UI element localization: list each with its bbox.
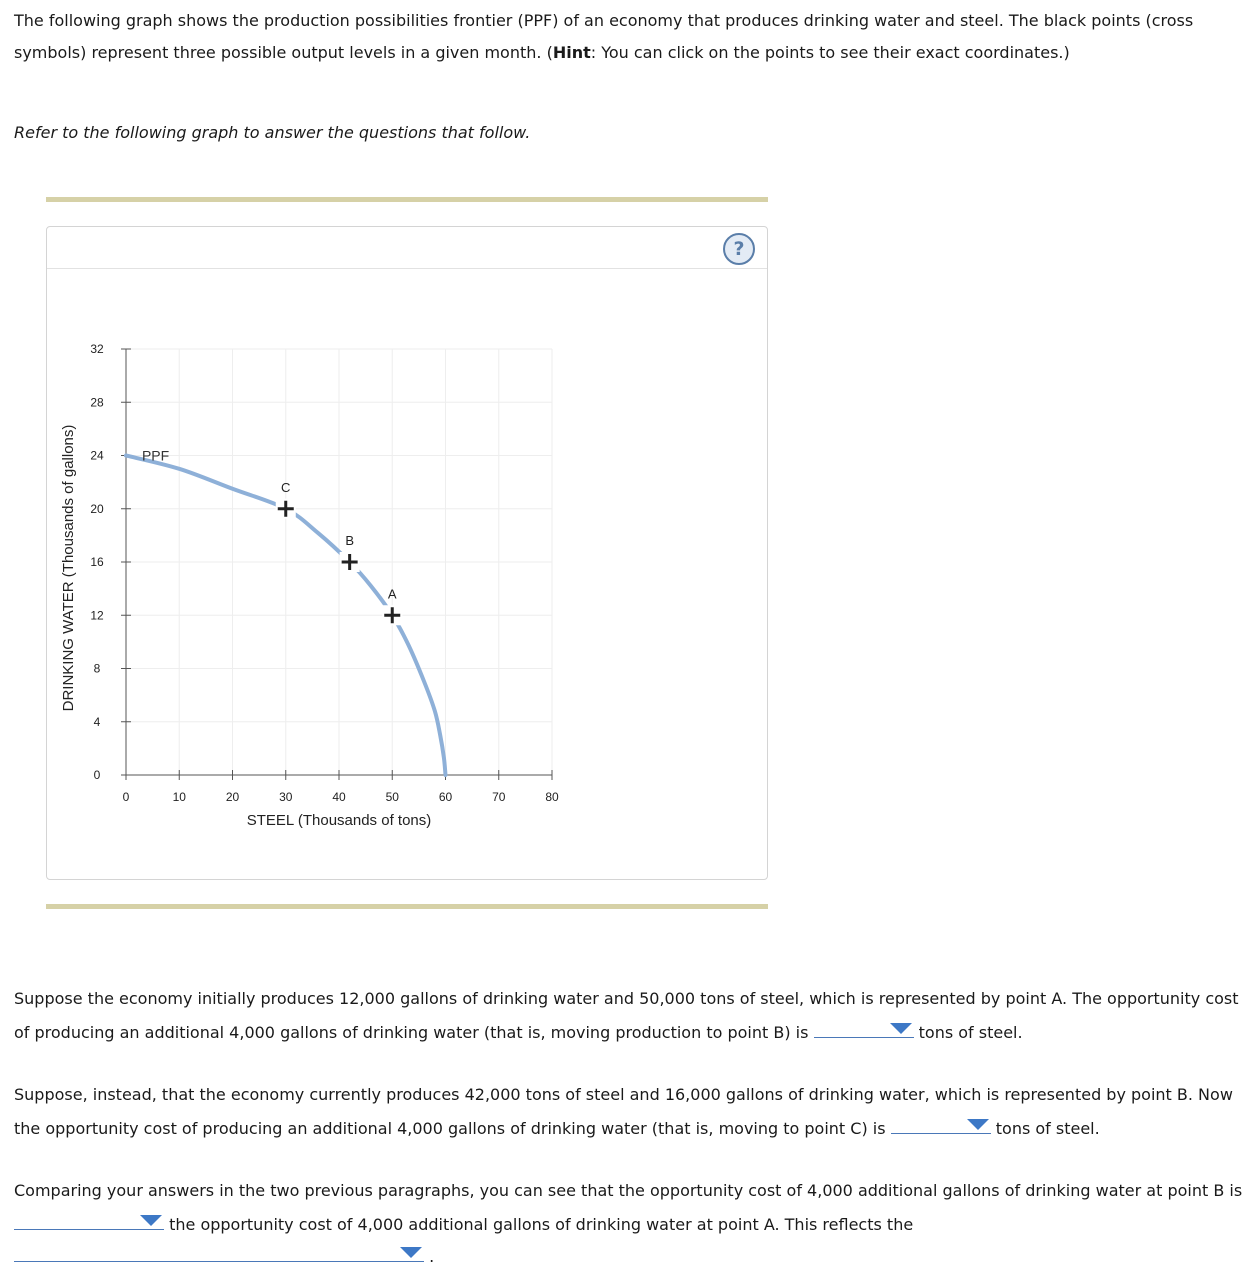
chevron-down-icon xyxy=(967,1119,989,1130)
point-c-label: C xyxy=(281,479,291,495)
chevron-down-icon xyxy=(890,1023,912,1034)
q2-answer-dropdown[interactable] xyxy=(891,1111,991,1134)
intro-part1: The following graph shows the production possibilities frontier (PPF) of an economy that produces drinking water and steel. The black points (cross symbols) represent three possible output levels in a given month. ( xyxy=(14,11,1194,62)
ppf-label: PPF xyxy=(141,447,170,464)
question-2 xyxy=(14,1079,1239,1145)
y-tick-label: 16 xyxy=(90,555,104,569)
x-tick-label: 10 xyxy=(172,790,186,804)
q1-after: tons of steel. xyxy=(918,1023,1023,1042)
q2-text: Suppose, instead, that the economy currently produces 42,000 tons of steel and 16,000 gallons of drinking water, which is represented by point B. Now the opportunity cost of producing an additional 4,000 gallons of drinking water (that is, moving to point C) is xyxy=(14,1085,1233,1138)
x-tick-label: 30 xyxy=(279,790,293,804)
x-tick-label: 70 xyxy=(492,790,506,804)
intro-text xyxy=(14,5,1214,69)
chevron-down-icon xyxy=(140,1215,162,1226)
ppf-chart xyxy=(47,227,767,879)
question-3-end xyxy=(14,1239,434,1273)
y-tick-label: 32 xyxy=(90,342,104,356)
y-tick-label: 28 xyxy=(90,395,104,410)
point-b-label: B xyxy=(345,533,354,548)
y-tick-label: 20 xyxy=(90,501,104,516)
question-3 xyxy=(14,1175,1244,1241)
hint-label: Hint xyxy=(552,43,591,62)
q1-answer-dropdown[interactable] xyxy=(814,1015,914,1038)
q2-after: tons of steel. xyxy=(995,1119,1100,1138)
y-tick-label: 24 xyxy=(90,448,104,463)
q1-text: Suppose the economy initially produces 12,000 gallons of drinking water and 50,000 tons of steel, which is represented by point A. The opportunity cost of producing an additional 4,000 gallons of drinking water (that is, moving production to point B) is xyxy=(14,989,1239,1042)
y-tick-label: 4 xyxy=(93,714,101,729)
q3-comparison-dropdown[interactable] xyxy=(14,1207,164,1230)
graph-panel xyxy=(46,226,768,880)
bottom-divider xyxy=(46,904,768,909)
top-divider xyxy=(46,197,768,202)
x-tick-label: 80 xyxy=(545,790,559,804)
x-tick-label: 0 xyxy=(122,790,130,804)
x-tick-label: 60 xyxy=(438,790,453,804)
x-tick-label: 40 xyxy=(332,790,346,804)
help-icon[interactable]: ? xyxy=(723,233,755,265)
q3-reason-dropdown[interactable] xyxy=(14,1239,424,1262)
y-tick-label: 0 xyxy=(93,768,101,782)
q3-end: . xyxy=(429,1247,435,1266)
x-axis-title: STEEL (Thousands of tons) xyxy=(246,812,432,829)
refer-text: Refer to the following graph to answer the questions that follow. xyxy=(14,123,531,142)
y-tick-label: 12 xyxy=(90,608,104,623)
point-a-label: A xyxy=(387,586,397,602)
q3-text: Comparing your answers in the two previous paragraphs, you can see that the opportunity cost of 4,000 additional gallons of drinking water at point B is xyxy=(14,1181,1243,1200)
y-tick-label: 8 xyxy=(93,661,101,676)
x-tick-label: 50 xyxy=(385,790,399,804)
x-tick-label: 20 xyxy=(225,790,240,804)
question-1 xyxy=(14,983,1239,1049)
q3-after: the opportunity cost of 4,000 additional gallons of drinking water at point A. This reflects the xyxy=(169,1215,914,1234)
intro-part2: : You can click on the points to see their exact coordinates.) xyxy=(590,43,1070,62)
chevron-down-icon xyxy=(400,1247,422,1258)
y-axis-title: DRINKING WATER (Thousands of gallons) xyxy=(60,424,77,712)
